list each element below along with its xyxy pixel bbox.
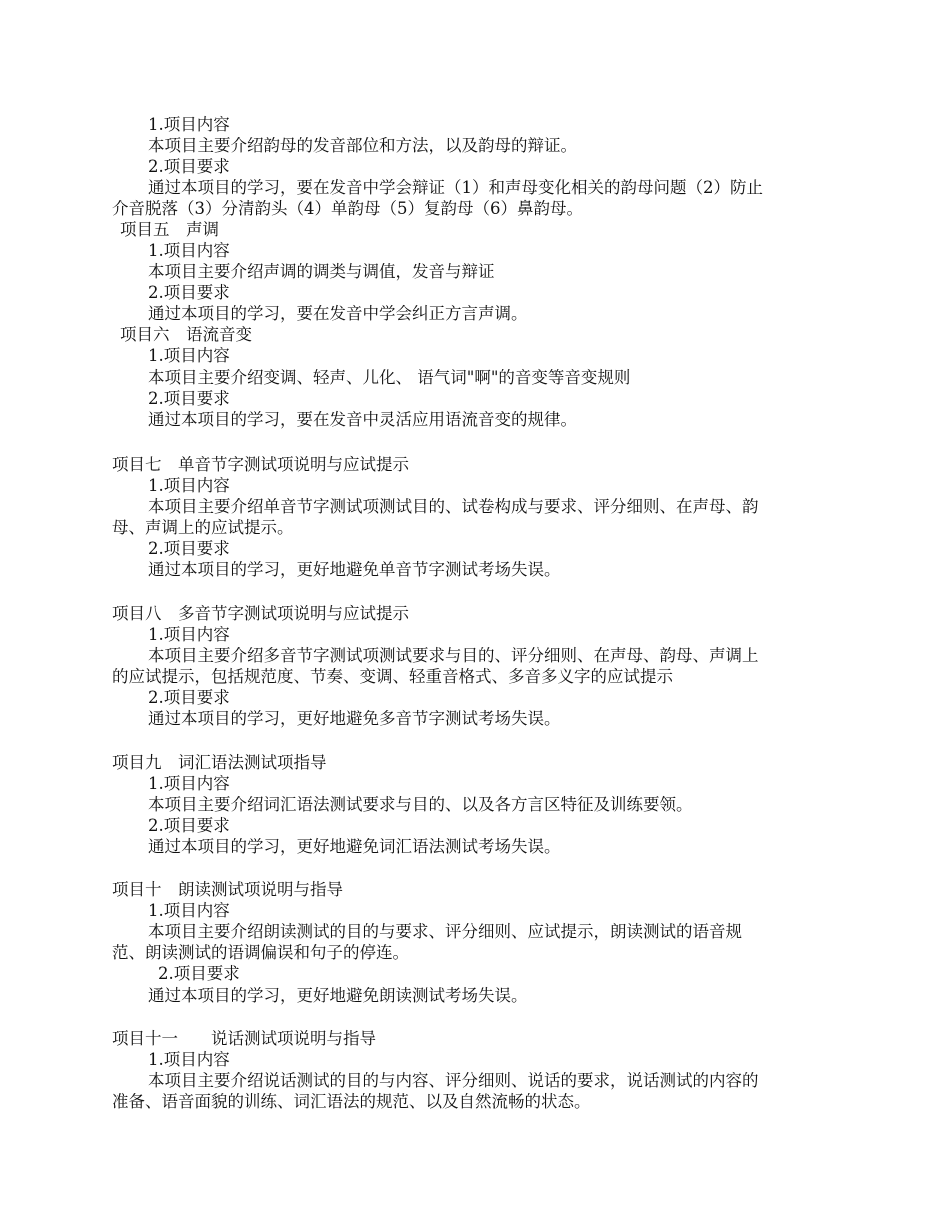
item-label: 2.项目要求: [148, 157, 230, 176]
item-label: 1.项目内容: [148, 346, 230, 365]
section-heading: 项目六 语流音变: [120, 325, 252, 344]
item-label: 1.项目内容: [148, 241, 230, 260]
section-heading: 项目十 朗读测试项说明与指导: [112, 880, 343, 899]
section-heading: 项目九 词汇语法测试项指导: [112, 753, 327, 772]
section-heading: 项目七 单音节字测试项说明与应试提示: [112, 455, 409, 474]
item-label: 1.项目内容: [148, 774, 230, 793]
item-label: 2.项目要求: [148, 688, 230, 707]
paragraph-line: 本项目主要介绍变调、轻声、儿化、 语气词"啊"的音变等音变规则: [148, 368, 631, 387]
paragraph-line: 的应试提示，包括规范度、节奏、变调、轻重音格式、多音多义字的应试提示: [112, 667, 673, 686]
paragraph-line: 本项目主要介绍单音节字测试项测试目的、试卷构成与要求、评分细则、在声母、韵: [148, 497, 759, 516]
paragraph-line: 通过本项目的学习，要在发音中学会辩证（1）和声母变化相关的韵母问题（2）防止: [148, 178, 763, 197]
paragraph-line: 母、声调上的应试提示。: [112, 518, 294, 537]
paragraph-line: 本项目主要介绍说话测试的目的与内容、评分细则、说话的要求，说话测试的内容的: [148, 1071, 759, 1090]
section-heading: 项目八 多音节字测试项说明与应试提示: [112, 604, 409, 623]
item-label: 2.项目要求: [148, 389, 230, 408]
paragraph-line: 范、朗读测试的语调偏误和句子的停连。: [112, 943, 409, 962]
paragraph-line: 本项目主要介绍韵母的发音部位和方法，以及韵母的辩证。: [148, 136, 577, 155]
section-heading: 项目十一 说话测试项说明与指导: [112, 1029, 376, 1048]
paragraph-line: 本项目主要介绍声调的调类与调值，发音与辩证: [148, 262, 495, 281]
paragraph-line: 本项目主要介绍朗读测试的目的与要求、评分细则、应试提示，朗读测试的语音规: [148, 922, 742, 941]
item-label: 2.项目要求: [148, 539, 230, 558]
item-label: 2.项目要求: [148, 816, 230, 835]
item-label: 2.项目要求: [158, 964, 240, 983]
paragraph-line: 本项目主要介绍多音节字测试项测试要求与目的、评分细则、在声母、韵母、声调上: [148, 646, 759, 665]
paragraph-line: 准备、语音面貌的训练、词汇语法的规范、以及自然流畅的状态。: [112, 1092, 591, 1111]
paragraph-line: 通过本项目的学习，要在发音中学会纠正方言声调。: [148, 304, 528, 323]
item-label: 1.项目内容: [148, 115, 230, 134]
paragraph-line: 介音脱落（3）分清韵头（4）单韵母（5）复韵母（6）鼻韵母。: [112, 199, 583, 218]
item-label: 2.项目要求: [148, 283, 230, 302]
item-label: 1.项目内容: [148, 625, 230, 644]
paragraph-line: 本项目主要介绍词汇语法测试要求与目的、以及各方言区特征及训练要领。: [148, 795, 693, 814]
paragraph-line: 通过本项目的学习，更好地避免单音节字测试考场失误。: [148, 560, 561, 579]
item-label: 1.项目内容: [148, 476, 230, 495]
paragraph-line: 通过本项目的学习，要在发音中灵活应用语流音变的规律。: [148, 410, 577, 429]
paragraph-line: 通过本项目的学习，更好地避免朗读测试考场失误。: [148, 986, 528, 1005]
paragraph-line: 通过本项目的学习，更好地避免词汇语法测试考场失误。: [148, 837, 561, 856]
section-heading: 项目五 声调: [120, 220, 219, 239]
paragraph-line: 通过本项目的学习，更好地避免多音节字测试考场失误。: [148, 709, 561, 728]
item-label: 1.项目内容: [148, 1050, 230, 1069]
item-label: 1.项目内容: [148, 901, 230, 920]
